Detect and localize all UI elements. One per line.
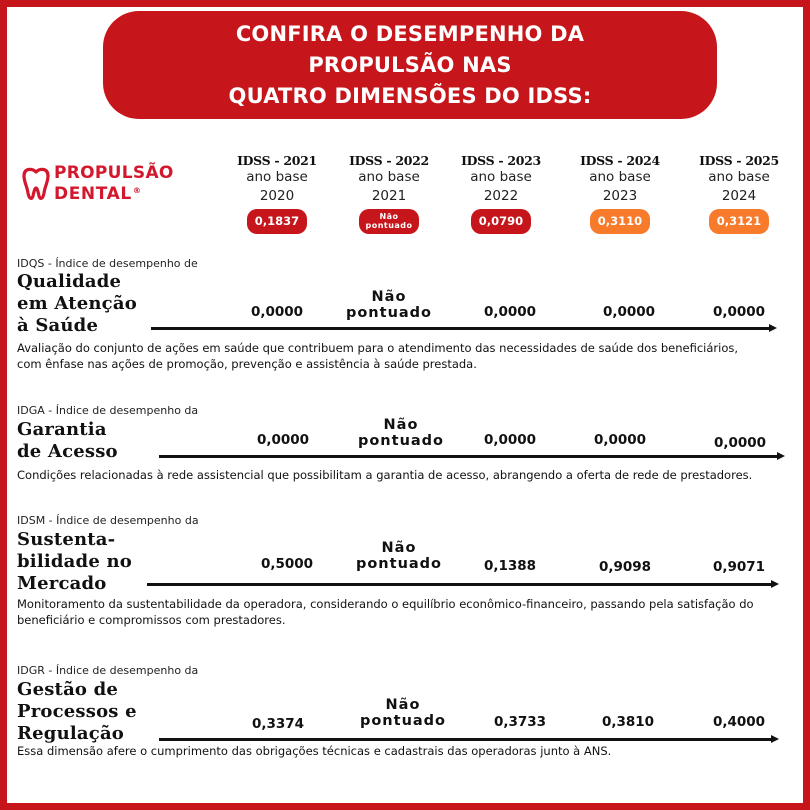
dimension-title: [17, 419, 118, 463]
dimension-code: IDQS - Índice de desempenho de: [17, 257, 198, 270]
dimension-code: IDSM - Índice de desempenho da: [17, 514, 199, 527]
dimension-title: [17, 679, 137, 745]
logo-line-2: [54, 182, 174, 203]
score-not-scored: [324, 289, 454, 321]
year-base-year: 2020: [259, 188, 295, 204]
year-base-year: 2024: [721, 188, 757, 204]
content-panel: [7, 7, 803, 803]
description-line: Monitoramento da sustentabilidade da operadora, considerando o equilíbrio econômico-financeiro, passando pela satisfação do: [17, 597, 754, 611]
brand-logo: [21, 165, 174, 203]
score-badge: 0,0790: [471, 209, 531, 234]
year-title: IDSS - 2024: [580, 153, 660, 168]
logo-line-2-text: DENTAL: [54, 184, 132, 204]
dimension-code: IDGA - Índice de desempenho da: [17, 404, 199, 417]
year-title: IDSS - 2021: [237, 153, 317, 168]
year-column-2024: [565, 153, 675, 234]
year-base-label: ano base: [358, 169, 420, 185]
header-line-2: PROPULSÃO NAS: [308, 52, 512, 77]
not-scored-line-2: pontuado: [355, 556, 443, 572]
dimension-title-line: Garantia: [17, 419, 107, 440]
dimension-title: [17, 529, 132, 595]
header-banner: [103, 11, 717, 119]
logo-line-1: PROPULSÃO: [54, 163, 174, 183]
divider-arrow: [147, 583, 773, 586]
score-value: 0,9098: [598, 559, 652, 575]
tooth-icon: [21, 166, 51, 202]
score-value: 0,0000: [483, 432, 537, 448]
dimension-title-line: à Saúde: [17, 315, 99, 336]
year-title: IDSS - 2022: [349, 153, 429, 168]
divider-arrow: [159, 738, 773, 741]
score-value: 0,1388: [483, 558, 537, 574]
score-value: 0,0000: [713, 435, 767, 451]
score-not-scored: [336, 417, 466, 449]
score-value: 0,0000: [256, 432, 310, 448]
score-badge: 0,3110: [590, 209, 650, 234]
score-value: 0,3733: [493, 714, 547, 730]
not-scored-line-2: pontuado: [345, 305, 433, 321]
score-value: 0,0000: [602, 304, 656, 320]
description-line: Condições relacionadas à rede assistencial que possibilitam a garantia de acesso, abrangendo a oferta de rede de prestadores.: [17, 468, 753, 482]
score-value: 0,3810: [601, 714, 655, 730]
score-not-scored: [334, 540, 464, 572]
description-line: Essa dimensão afere o cumprimento das obrigações técnicas e cadastrais das operadoras junto à ANS.: [17, 744, 612, 758]
dimension-title: [17, 271, 137, 337]
year-base-label: ano base: [246, 169, 308, 185]
header-line-3: QUATRO DIMENSÕES DO IDSS:: [228, 83, 592, 108]
score-value: 0,4000: [712, 714, 766, 730]
not-scored-line-1: Não: [371, 289, 407, 305]
dimension-title-line: Mercado: [17, 573, 107, 594]
year-base-year: 2022: [483, 188, 519, 204]
divider-arrow: [151, 327, 771, 330]
year-base-label: ano base: [708, 169, 770, 185]
dimension-code: IDGR - Índice de desempenho da: [17, 664, 199, 677]
header-line-1: CONFIRA O DESEMPENHO DA: [235, 21, 585, 46]
description-line: beneficiário e compromissos com prestadores.: [17, 613, 286, 627]
dimension-description: [17, 467, 803, 483]
year-column-2022: [334, 153, 444, 234]
dimension-title-line: em Atenção: [17, 293, 137, 314]
divider-arrow: [159, 455, 779, 458]
not-scored-line-1: Não: [383, 417, 419, 433]
score-value: 0,0000: [250, 304, 304, 320]
score-value: 0,3374: [251, 716, 305, 732]
year-column-2021: [222, 153, 332, 234]
dimension-description: [17, 743, 803, 759]
registered-mark: ®: [132, 186, 142, 195]
description-line: Avaliação do conjunto de ações em saúde que contribuem para o atendimento das necessidades de saúde dos beneficiários,: [17, 341, 739, 355]
not-scored-line-2: pontuado: [357, 433, 445, 449]
score-badge: 0,1837: [247, 209, 307, 234]
badge-line-1: Não: [379, 212, 399, 221]
dimension-title-line: bilidade no: [17, 551, 132, 572]
year-base-label: ano base: [589, 169, 651, 185]
not-scored-line-1: Não: [385, 697, 421, 713]
not-scored-line-2: pontuado: [359, 713, 447, 729]
dimension-description: [17, 596, 803, 628]
dimension-title-line: Processos e: [17, 701, 137, 722]
not-scored-line-1: Não: [381, 540, 417, 556]
score-value: 0,5000: [260, 556, 314, 572]
dimension-title-line: de Acesso: [17, 441, 118, 462]
year-base-year: 2023: [602, 188, 638, 204]
year-base-year: 2021: [371, 188, 407, 204]
year-title: IDSS - 2023: [461, 153, 541, 168]
score-value: 0,0000: [712, 304, 766, 320]
dimension-title-line: Regulação: [17, 723, 125, 744]
dimension-description: [17, 340, 803, 372]
score-badge-not-scored: [359, 209, 419, 234]
year-column-2023: [446, 153, 556, 234]
year-title: IDSS - 2025: [699, 153, 779, 168]
dimension-title-line: Qualidade: [17, 271, 122, 292]
score-not-scored: [338, 697, 468, 729]
badge-line-2: pontuado: [365, 221, 413, 230]
score-badge: 0,3121: [709, 209, 769, 234]
year-base-label: ano base: [470, 169, 532, 185]
description-line: com ênfase nas ações de promoção, prevenção e assistência à saúde prestada.: [17, 357, 477, 371]
dimension-title-line: Gestão de: [17, 679, 119, 700]
year-column-2025: [684, 153, 794, 234]
score-value: 0,0000: [483, 304, 537, 320]
dimension-title-line: Sustenta-: [17, 529, 116, 550]
score-value: 0,0000: [593, 432, 647, 448]
score-value: 0,9071: [712, 559, 766, 575]
